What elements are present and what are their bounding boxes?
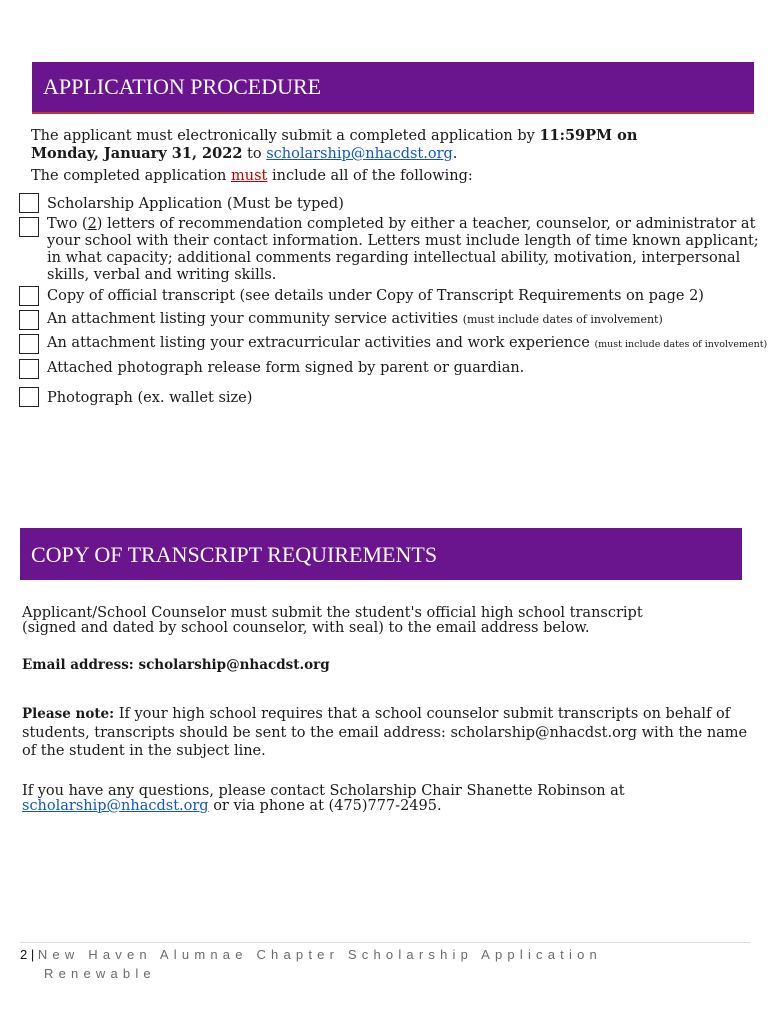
completed-application-text — [31, 168, 751, 185]
transcript-instructions — [22, 606, 752, 636]
section-title: APPLICATION PROCEDURE — [43, 74, 322, 99]
application-procedure-banner — [32, 62, 754, 114]
checklist-item-transcript — [47, 288, 765, 305]
completed-text-a: The completed application — [31, 168, 231, 184]
checkbox-scholarship-application[interactable] — [19, 193, 39, 213]
checklist-item-community-service — [47, 311, 765, 328]
item-text: Scholarship Application (Must be typed) — [47, 196, 344, 212]
checkbox-photo-release[interactable] — [19, 359, 39, 379]
checkbox-photograph[interactable] — [19, 387, 39, 407]
scholarship-email-link[interactable]: scholarship@nhacdst.org — [266, 146, 453, 162]
item-text: Attached photograph release form signed by parent or guardian. — [47, 360, 525, 376]
deadline-date: Monday, January 31, 2022 — [31, 145, 243, 162]
intro-text: The applicant must electronically submit a completed application by — [31, 128, 540, 144]
transcript-requirements-banner — [20, 528, 742, 580]
checkbox-recommendation-letters[interactable] — [19, 217, 39, 237]
please-note-text: If your high school requires that a school counselor submit transcripts on behalf of students, transcripts should be sent to the email address: scholarship@nhacdst.org with the name of the student in the subject line. — [22, 706, 748, 759]
instruction-line-1: Applicant/School Counselor must submit the student's official high school transcript — [22, 605, 643, 621]
item-text: Photograph (ex. wallet size) — [47, 390, 253, 406]
intro-end: . — [452, 146, 458, 162]
deadline-paragraph — [31, 127, 751, 163]
must-emphasis: must — [231, 168, 268, 184]
questions-phone-text: or via phone at (475)777-2495. — [208, 798, 442, 814]
footer-subtitle: Renewable — [44, 966, 156, 981]
checkbox-community-service[interactable] — [19, 310, 39, 330]
item-text: An attachment listing your community service activities — [47, 311, 463, 327]
item-text: An attachment listing your extracurricular activities and work experience — [47, 335, 595, 351]
item-text-b: ) letters of recommendation completed by either a teacher, counselor, or administrator at your school with their contact information. Letters must include length of time known applicant; in what capacity; additional comments regarding intellectual ability, motivation, interpersonal skills, verbal and writing skills. — [47, 216, 759, 283]
page-footer — [20, 945, 720, 983]
please-note-paragraph — [22, 705, 748, 761]
intro-to: to — [242, 146, 267, 162]
item-note: (must include dates of involvement) — [594, 339, 768, 350]
questions-text: If you have any questions, please contact Scholarship Chair Shanette Robinson at — [22, 783, 625, 799]
email-address-label: Email address: scholarship@nhacdst.org — [22, 657, 330, 673]
item-text: Copy of official transcript (see details under Copy of Transcript Requirements on page 2) — [47, 288, 704, 304]
item-number: 2 — [87, 216, 97, 232]
completed-text-b: include all of the following: — [267, 168, 473, 184]
checklist-item-application — [47, 196, 765, 213]
checklist-item-letters — [47, 216, 765, 284]
item-note: (must include dates of involvement) — [462, 313, 663, 326]
please-note-label: Please note: — [22, 706, 115, 722]
questions-email-link[interactable]: scholarship@nhacdst.org — [22, 798, 209, 814]
checklist-item-photo-release — [47, 360, 765, 377]
questions-paragraph — [22, 784, 748, 814]
page-number: 2 | — [20, 947, 38, 962]
deadline-time: 11:59PM on — [539, 127, 638, 144]
footer-title: New Haven Alumnae Chapter Scholarship Application — [37, 947, 602, 962]
section-title: COPY OF TRANSCRIPT REQUIREMENTS — [31, 542, 438, 567]
instruction-line-2: (signed and dated by school counselor, with seal) to the email address below. — [22, 620, 590, 636]
item-text-a: Two ( — [47, 216, 88, 232]
checkbox-extracurricular[interactable] — [19, 334, 39, 354]
checkbox-transcript[interactable] — [19, 286, 39, 306]
checklist-item-photograph — [47, 390, 765, 407]
checklist-item-extracurricular — [47, 335, 768, 353]
footer-divider — [20, 942, 750, 943]
